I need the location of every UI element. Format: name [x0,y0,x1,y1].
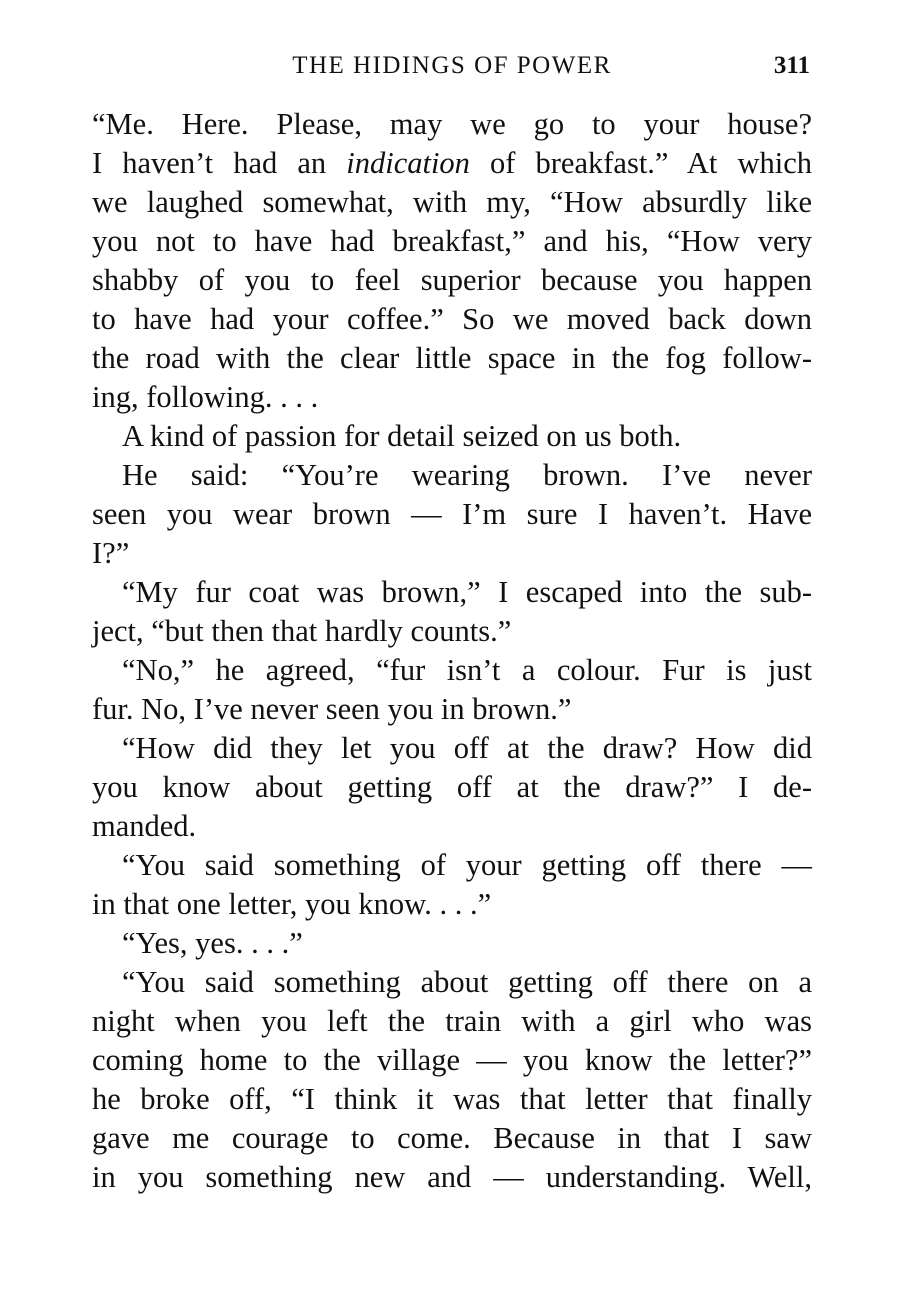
text-line: in that one letter, you know. . . .” [92,887,492,921]
body-text [92,105,812,1197]
text-line: he broke off, “I think it was that letter that finally [92,1082,812,1116]
text-line: ing, following. . . . [92,380,319,414]
text-line: seen you wear brown — I’m sure I haven’t. Have [92,497,812,531]
text-line: manded. [92,809,197,843]
text-line: “My fur coat was brown,” I escaped into the sub- [122,575,812,609]
text-line: you not to have had breakfast,” and his, “How very [92,224,812,258]
text-line: night when you left the train with a girl who was [92,1004,812,1038]
text-line: in you something new and — understanding. Well, [92,1160,812,1194]
text-line: “How did they let you off at the draw? How did [122,731,812,765]
text-line: shabby of you to feel superior because you happen [92,263,812,297]
book-page [92,52,812,1197]
text-line: I?” [92,536,130,570]
text-line: “You said something of your getting off there — [122,848,812,882]
text-segment: I haven’t had an [92,146,347,180]
text-line: He said: “You’re wearing brown. I’ve never [122,458,812,492]
text-line: “No,” he agreed, “fur isn’t a colour. Fur is just [122,653,812,687]
text-line: fur. No, I’ve never seen you in brown.” [92,692,572,726]
running-head [92,52,812,92]
text-line: the road with the clear little space in the fog follow- [92,341,812,375]
text-line: ject, “but then that hardly counts.” [92,614,512,648]
emphasized-word: indication [346,146,470,180]
text-line: “Me. Here. Please, may we go to your house? [92,107,812,141]
text-line: gave me courage to come. Because in that I saw [92,1121,812,1155]
text-line [92,144,812,183]
text-line: coming home to the village — you know the letter?” [92,1043,812,1077]
text-line: A kind of passion for detail seized on us both. [122,419,682,453]
text-line: “You said something about getting off there on a [122,965,812,999]
text-line: “Yes, yes. . . .” [122,926,303,960]
text-line: to have had your coffee.” So we moved back down [92,302,812,336]
page-number: 311 [773,52,810,79]
text-segment: of breakfast.” At which [469,146,812,180]
running-title: THE HIDINGS OF POWER [292,52,612,79]
text-line: you know about getting off at the draw?” I de- [92,770,812,804]
text-line: we laughed somewhat, with my, “How absurdly like [92,185,812,219]
